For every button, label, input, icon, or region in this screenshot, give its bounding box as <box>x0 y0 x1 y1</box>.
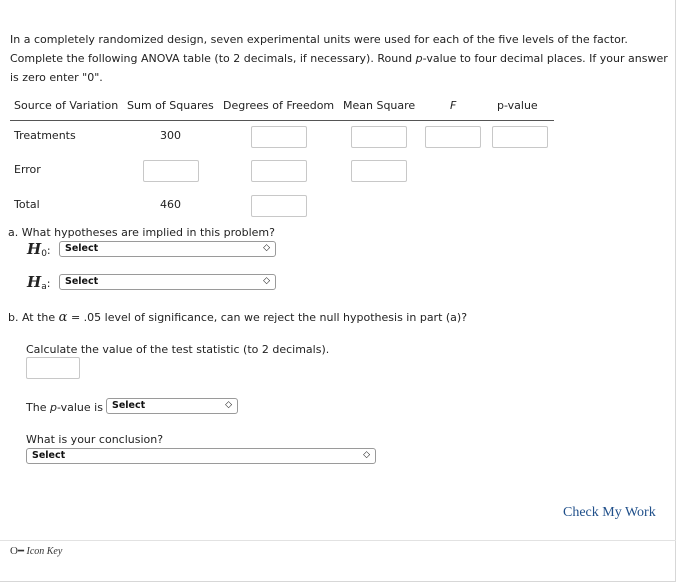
intro-line-3: is zero enter "0". <box>10 71 103 84</box>
ha-select[interactable]: Select ◇ <box>59 274 276 290</box>
chevron-updown-icon: ◇ <box>363 450 370 460</box>
treatments-ss-value: 300 <box>160 129 181 142</box>
part-a-question: a. What hypotheses are implied in this problem? <box>8 226 275 239</box>
conclusion-select[interactable]: Select ◇ <box>26 448 376 464</box>
treatments-pvalue-input[interactable] <box>492 126 548 148</box>
col-header-source: Source of Variation <box>14 99 119 112</box>
h0-select[interactable]: Select ◇ <box>59 241 276 257</box>
icon-key[interactable]: O━ Icon Key <box>10 545 63 557</box>
footer-divider <box>0 540 676 541</box>
row-label-total: Total <box>14 198 40 211</box>
table-header-rule <box>10 120 554 121</box>
row-label-error: Error <box>14 163 41 176</box>
treatments-ms-input[interactable] <box>351 126 407 148</box>
error-df-input[interactable] <box>251 160 307 182</box>
total-df-input[interactable] <box>251 195 307 217</box>
col-header-ss: Sum of Squares <box>127 99 214 112</box>
intro-line-1: In a completely randomized design, seven experimental units were used for each of the five levels of the factor. <box>10 33 628 46</box>
conclusion-prompt: What is your conclusion? <box>26 433 164 446</box>
treatments-df-input[interactable] <box>251 126 307 148</box>
error-ms-input[interactable] <box>351 160 407 182</box>
check-my-work-link[interactable]: Check My Work <box>563 505 656 520</box>
problem-statement <box>10 30 670 87</box>
h0-label: H0: <box>27 240 51 259</box>
chevron-updown-icon: ◇ <box>263 243 270 253</box>
error-ss-input[interactable] <box>143 160 199 182</box>
total-ss-value: 460 <box>160 198 181 211</box>
col-header-df: Degrees of Freedom <box>223 99 335 112</box>
chevron-updown-icon: ◇ <box>263 276 270 286</box>
test-statistic-input[interactable] <box>26 357 80 379</box>
treatments-f-input[interactable] <box>425 126 481 148</box>
row-label-treatments: Treatments <box>14 129 76 142</box>
intro-line-2: Complete the following ANOVA table (to 2 decimals, if necessary). Round p-value to four decimal places. If your answer <box>10 52 668 65</box>
pvalue-label: The p-value is <box>26 401 103 414</box>
test-statistic-prompt: Calculate the value of the test statistic (to 2 decimals). <box>26 343 330 356</box>
col-header-ms: Mean Square <box>343 99 416 112</box>
part-b-question: b. At the α = .05 level of significance, can we reject the null hypothesis in part (a)? <box>8 310 468 325</box>
pvalue-select[interactable]: Select ◇ <box>106 398 238 414</box>
ha-label: Ha: <box>27 273 51 292</box>
col-header-f: F <box>450 99 457 112</box>
col-header-pvalue: p-value <box>497 99 538 112</box>
chevron-updown-icon: ◇ <box>225 400 232 410</box>
key-icon: O <box>10 545 18 557</box>
